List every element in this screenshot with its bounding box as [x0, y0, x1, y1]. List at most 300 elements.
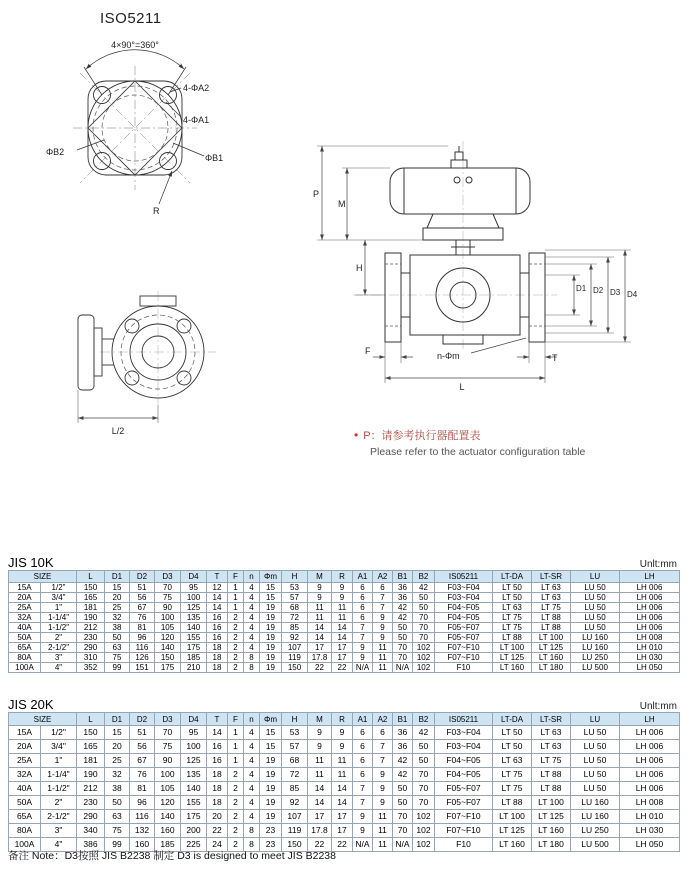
table-row	[9, 643, 680, 653]
column-header: B2	[413, 713, 435, 726]
table-cell: LU 500	[571, 663, 620, 673]
table-cell: LH 006	[620, 726, 680, 740]
bolt-hole	[125, 371, 139, 385]
dim-label-angle: 4×90°=360°	[111, 40, 159, 50]
table-cell: 7	[353, 623, 373, 633]
table-cell: 67	[130, 603, 155, 613]
table-cell: 3/4"	[41, 593, 77, 603]
table-cell: LU 160	[571, 633, 620, 643]
table-cell: 8	[244, 824, 260, 838]
table-cell: 185	[181, 653, 207, 663]
table-cell: 18	[207, 643, 228, 653]
table-cell: LT 100	[532, 633, 571, 643]
table-cell: 105	[155, 782, 181, 796]
table-cell: 9	[353, 810, 373, 824]
table-cell: 100	[155, 768, 181, 782]
table-row	[9, 768, 680, 782]
table-cell: LT 50	[493, 726, 532, 740]
table-cell: 100	[181, 740, 207, 754]
side-port-flange	[78, 315, 114, 390]
table-cell: 11	[373, 663, 393, 673]
table-cell: 1	[228, 603, 244, 613]
table-cell: 4	[244, 782, 260, 796]
table-cell: 132	[130, 824, 155, 838]
table-cell: 50	[393, 796, 413, 810]
table-cell: 53	[282, 726, 308, 740]
table-cell: 135	[181, 613, 207, 623]
table-cell: 17.8	[308, 653, 332, 663]
table-cell: 1/2"	[41, 583, 77, 593]
dim-label-d4: D4	[627, 290, 638, 299]
table-cell: 70	[413, 782, 435, 796]
table-cell: 85	[282, 623, 308, 633]
table-cell: 25A	[9, 603, 41, 613]
centerlines	[100, 291, 216, 405]
table-cell: 9	[353, 653, 373, 663]
table-cell: 50A	[9, 633, 41, 643]
column-header: A1	[353, 571, 373, 583]
table-cell: 181	[77, 754, 105, 768]
table-row	[9, 663, 680, 673]
table-cell: F03~F04	[435, 740, 493, 754]
table-cell: 11	[332, 613, 353, 623]
table-cell: 2	[228, 613, 244, 623]
iso5211-flange-drawing	[20, 28, 235, 233]
column-header: L	[77, 571, 105, 583]
table-cell: 16	[207, 633, 228, 643]
flange-front-view-drawing	[60, 283, 240, 448]
table-cell: 19	[260, 603, 282, 613]
table-cell: 63	[105, 643, 130, 653]
table-cell: LT 160	[532, 824, 571, 838]
table-cell: 9	[373, 782, 393, 796]
table-cell: 102	[413, 810, 435, 824]
table-cell: LT 75	[493, 613, 532, 623]
section-title-jis10k: JIS 10K	[8, 555, 54, 570]
left-flange	[385, 253, 401, 342]
page-title: ISO5211	[100, 10, 162, 27]
dim-label-d1: D1	[576, 284, 587, 293]
table-cell: 70	[413, 796, 435, 810]
table-cell: 119	[282, 824, 308, 838]
table-cell: 120	[155, 796, 181, 810]
table-cell: 100A	[9, 663, 41, 673]
table-cell: 18	[207, 653, 228, 663]
table-cell: 2	[228, 663, 244, 673]
table-cell: 36	[393, 583, 413, 593]
table-cell: 2"	[41, 633, 77, 643]
table-cell: 2	[228, 796, 244, 810]
table-cell: 4	[244, 726, 260, 740]
table-cell: 107	[282, 810, 308, 824]
table-cell: 85	[282, 782, 308, 796]
table-cell: 1-1/2"	[41, 623, 77, 633]
table-cell: 32A	[9, 768, 41, 782]
table-cell: 70	[393, 643, 413, 653]
table-cell: 14	[207, 593, 228, 603]
column-header: T	[207, 713, 228, 726]
table-cell: 70	[393, 810, 413, 824]
table-cell: 7	[353, 633, 373, 643]
column-header: D3	[155, 713, 181, 726]
table-cell: LH 030	[620, 653, 680, 663]
column-header: M	[308, 571, 332, 583]
table-row	[9, 653, 680, 663]
table-cell: 150	[77, 726, 105, 740]
table-cell: 11	[373, 838, 393, 852]
dim-label-b2: ΦB2	[46, 147, 65, 157]
table-cell: 56	[130, 593, 155, 603]
table-cell: 140	[155, 643, 181, 653]
table-cell: 17.8	[308, 824, 332, 838]
table-cell: 17	[308, 810, 332, 824]
table-cell: 125	[181, 754, 207, 768]
table-cell: 2	[228, 653, 244, 663]
table-cell: 14	[308, 796, 332, 810]
table-cell: 80A	[9, 653, 41, 663]
column-header: LT-DA	[493, 713, 532, 726]
table-cell: 4	[244, 633, 260, 643]
table-cell: 42	[413, 726, 435, 740]
column-header: H	[282, 713, 308, 726]
table-cell: 70	[393, 824, 413, 838]
table-cell: 116	[130, 643, 155, 653]
table-cell: 9	[373, 613, 393, 623]
table-cell: 4	[244, 583, 260, 593]
table-cell: 15	[105, 583, 130, 593]
table-cell: LT 50	[493, 740, 532, 754]
table-cell: 42	[393, 603, 413, 613]
table-cell: 155	[181, 633, 207, 643]
table-cell: 140	[181, 623, 207, 633]
table-cell: 20	[105, 740, 130, 754]
table-cell: 90	[155, 754, 181, 768]
table-cell: F07~F10	[435, 653, 493, 663]
table-cell: 72	[282, 613, 308, 623]
table-cell: LU 250	[571, 824, 620, 838]
table-cell: 2"	[41, 796, 77, 810]
table-cell: 50	[413, 754, 435, 768]
table-cell: 18	[207, 768, 228, 782]
column-header: D3	[155, 571, 181, 583]
table-cell: 25	[105, 754, 130, 768]
column-header: R	[332, 571, 353, 583]
table-cell: F04~F05	[435, 754, 493, 768]
table-cell: F04~F05	[435, 613, 493, 623]
table-cell: 9	[308, 593, 332, 603]
table-cell: 15	[260, 740, 282, 754]
column-header: n	[244, 713, 260, 726]
table-cell: LT 180	[532, 838, 571, 852]
table-cell: 4	[244, 593, 260, 603]
table-cell: 11	[308, 603, 332, 613]
table-cell: 6	[353, 726, 373, 740]
table-cell: 100	[155, 613, 181, 623]
table-cell: 40A	[9, 623, 41, 633]
table-cell: 4	[244, 768, 260, 782]
table-cell: F07~F10	[435, 643, 493, 653]
dim-label-a1: 4-ΦA1	[183, 115, 210, 125]
table-cell: LT 50	[493, 583, 532, 593]
table-cell: 230	[77, 633, 105, 643]
table-row	[9, 726, 680, 740]
table-cell: N/A	[353, 838, 373, 852]
table-cell: 50	[413, 593, 435, 603]
actuator	[390, 146, 530, 214]
table-cell: 386	[77, 838, 105, 852]
table-cell: 50	[105, 796, 130, 810]
table-cell: 1-1/4"	[41, 768, 77, 782]
table-row	[9, 583, 680, 593]
table-cell: 4"	[41, 663, 77, 673]
column-header: LT-SR	[532, 571, 571, 583]
column-header: LU	[571, 713, 620, 726]
table-cell: 22	[332, 663, 353, 673]
table-cell: 70	[413, 623, 435, 633]
column-header: SIZE	[9, 713, 77, 726]
dim-label-m: M	[338, 199, 346, 209]
table-cell: 1	[228, 726, 244, 740]
table-cell: LT 88	[493, 796, 532, 810]
table-cell: LH 006	[620, 782, 680, 796]
table-cell: LU 500	[571, 838, 620, 852]
column-header: n	[244, 571, 260, 583]
table-cell: 200	[181, 824, 207, 838]
table-cell: 2	[228, 633, 244, 643]
table-cell: 7	[373, 754, 393, 768]
column-header: D4	[181, 713, 207, 726]
table-cell: 175	[155, 663, 181, 673]
table-cell: 16	[207, 623, 228, 633]
table-cell: 4	[244, 643, 260, 653]
table-cell: 42	[393, 754, 413, 768]
table-cell: 50	[393, 623, 413, 633]
table-cell: 95	[181, 726, 207, 740]
table-cell: 16	[207, 613, 228, 623]
table-cell: LT 50	[493, 593, 532, 603]
column-header: L	[77, 713, 105, 726]
dim-label-p: P	[313, 189, 320, 199]
table-cell: 100A	[9, 838, 41, 852]
table-cell: 155	[181, 796, 207, 810]
table-cell: 57	[282, 593, 308, 603]
table-cell: 11	[332, 603, 353, 613]
table-cell: 165	[77, 593, 105, 603]
table-cell: LT 88	[532, 613, 571, 623]
table-cell: F07~F10	[435, 810, 493, 824]
dim-label-a2: 4-ΦA2	[183, 83, 210, 93]
table-cell: 65A	[9, 643, 41, 653]
table-cell: 16	[207, 754, 228, 768]
table-cell: 4	[244, 810, 260, 824]
table-cell: LT 63	[493, 754, 532, 768]
table-cell: 70	[155, 583, 181, 593]
table-cell: 9	[373, 796, 393, 810]
table-cell: 11	[373, 810, 393, 824]
table-cell: 42	[413, 583, 435, 593]
table-cell: 1	[228, 583, 244, 593]
header-row	[9, 713, 680, 726]
valve-body	[385, 253, 545, 344]
column-header: F	[228, 713, 244, 726]
table-cell: 25A	[9, 754, 41, 768]
column-header: D4	[181, 571, 207, 583]
table-cell: 2	[228, 824, 244, 838]
table-cell: F03~F04	[435, 726, 493, 740]
table-cell: 2-1/2"	[41, 810, 77, 824]
dimension-lines	[77, 50, 204, 204]
table-cell: 230	[77, 796, 105, 810]
table-cell: LH 006	[620, 754, 680, 768]
table-cell: 75	[105, 653, 130, 663]
table-cell: 9	[332, 726, 353, 740]
table-cell: 70	[413, 768, 435, 782]
table-cell: 50	[393, 633, 413, 643]
table-cell: LT 63	[493, 603, 532, 613]
table-cell: 68	[282, 754, 308, 768]
table-cell: 6	[353, 754, 373, 768]
table-cell: 102	[413, 824, 435, 838]
table-cell: 1"	[41, 603, 77, 613]
table-cell: 15A	[9, 583, 41, 593]
column-header: LH	[620, 571, 680, 583]
table-cell: 17	[332, 643, 353, 653]
table-cell: 7	[353, 782, 373, 796]
column-header: IS05211	[435, 713, 493, 726]
table-cell: 40A	[9, 782, 41, 796]
table-cell: 2	[228, 838, 244, 852]
table-cell: 9	[332, 583, 353, 593]
dim-label-l: L	[459, 382, 465, 392]
table-cell: 36	[393, 726, 413, 740]
table-cell: 15	[105, 726, 130, 740]
table-row	[9, 824, 680, 838]
column-header: IS05211	[435, 571, 493, 583]
table-cell: 14	[332, 796, 353, 810]
table-cell: LH 006	[620, 768, 680, 782]
table-cell: 90	[155, 603, 181, 613]
table-cell: 6	[373, 583, 393, 593]
column-header: B1	[393, 571, 413, 583]
table-cell: LT 180	[532, 663, 571, 673]
column-header: A1	[353, 713, 373, 726]
table-cell: N/A	[353, 663, 373, 673]
table-row	[9, 603, 680, 613]
column-header: D1	[105, 713, 130, 726]
table-cell: 2	[228, 768, 244, 782]
table-cell: 150	[77, 583, 105, 593]
table-cell: LU 160	[571, 643, 620, 653]
table-cell: 51	[130, 726, 155, 740]
table-cell: 81	[130, 623, 155, 633]
table-cell: 8	[244, 653, 260, 663]
table-cell: LU 160	[571, 810, 620, 824]
table-cell: 20A	[9, 740, 41, 754]
table-cell: 96	[130, 796, 155, 810]
table-cell: 20	[105, 593, 130, 603]
table-cell: 4	[244, 623, 260, 633]
table-cell: 70	[393, 653, 413, 663]
table-cell: 12	[207, 583, 228, 593]
table-cell: LU 50	[571, 603, 620, 613]
table-cell: LT 88	[493, 633, 532, 643]
table-cell: 19	[260, 796, 282, 810]
table-cell: F05~F07	[435, 782, 493, 796]
table-cell: 181	[77, 603, 105, 613]
table-cell: F10	[435, 838, 493, 852]
table-cell: 125	[181, 603, 207, 613]
table-cell: 24	[207, 838, 228, 852]
table-cell: 75	[155, 740, 181, 754]
dim-label-h: H	[356, 263, 363, 273]
table-cell: F10	[435, 663, 493, 673]
table-cell: 32A	[9, 613, 41, 623]
table-row	[9, 623, 680, 633]
table-cell: 190	[77, 768, 105, 782]
table-cell: 9	[373, 768, 393, 782]
table-cell: 160	[130, 838, 155, 852]
table-cell: 1/2"	[41, 726, 77, 740]
table-cell: LH 008	[620, 796, 680, 810]
table-cell: LU 250	[571, 653, 620, 663]
table-cell: 7	[373, 603, 393, 613]
table-cell: 16	[207, 740, 228, 754]
table-cell: LT 88	[532, 623, 571, 633]
table-cell: 212	[77, 623, 105, 633]
section-title-jis20k: JIS 20K	[8, 697, 54, 712]
table-cell: 53	[282, 583, 308, 593]
table-cell: 15	[260, 593, 282, 603]
column-header: B2	[413, 571, 435, 583]
dim-label-f: F	[365, 346, 371, 356]
note-cn-text: P：请参考执行器配置表	[363, 430, 481, 442]
table-cell: 14	[207, 726, 228, 740]
table-cell: 8	[244, 838, 260, 852]
table-cell: 107	[282, 643, 308, 653]
table-cell: 4	[244, 754, 260, 768]
table-cell: F05~F07	[435, 623, 493, 633]
table-cell: 17	[332, 810, 353, 824]
table-cell: 19	[260, 623, 282, 633]
table-cell: LT 125	[532, 643, 571, 653]
table-cell: 20A	[9, 593, 41, 603]
table-cell: 151	[130, 663, 155, 673]
table-cell: 14	[308, 633, 332, 643]
table-cell: 6	[353, 768, 373, 782]
table-cell: 290	[77, 810, 105, 824]
table-cell: 352	[77, 663, 105, 673]
column-header: R	[332, 713, 353, 726]
table-cell: LT 125	[493, 653, 532, 663]
dim-label-l-half: L/2	[111, 426, 125, 436]
table-cell: 23	[260, 824, 282, 838]
table-cell: 6	[353, 593, 373, 603]
table-cell: LT 160	[493, 838, 532, 852]
table-cell: 2	[228, 643, 244, 653]
table-cell: 3/4"	[41, 740, 77, 754]
table-cell: 19	[260, 663, 282, 673]
table-cell: LT 125	[532, 810, 571, 824]
unit-label-jis10k: Unlt:mm	[639, 559, 677, 570]
table-cell: 81	[130, 782, 155, 796]
table-cell: 9	[332, 740, 353, 754]
table-cell: 6	[373, 726, 393, 740]
column-header: B1	[393, 713, 413, 726]
table-cell: 36	[393, 740, 413, 754]
header-row	[9, 571, 680, 583]
table-cell: 38	[105, 623, 130, 633]
column-header: M	[308, 713, 332, 726]
